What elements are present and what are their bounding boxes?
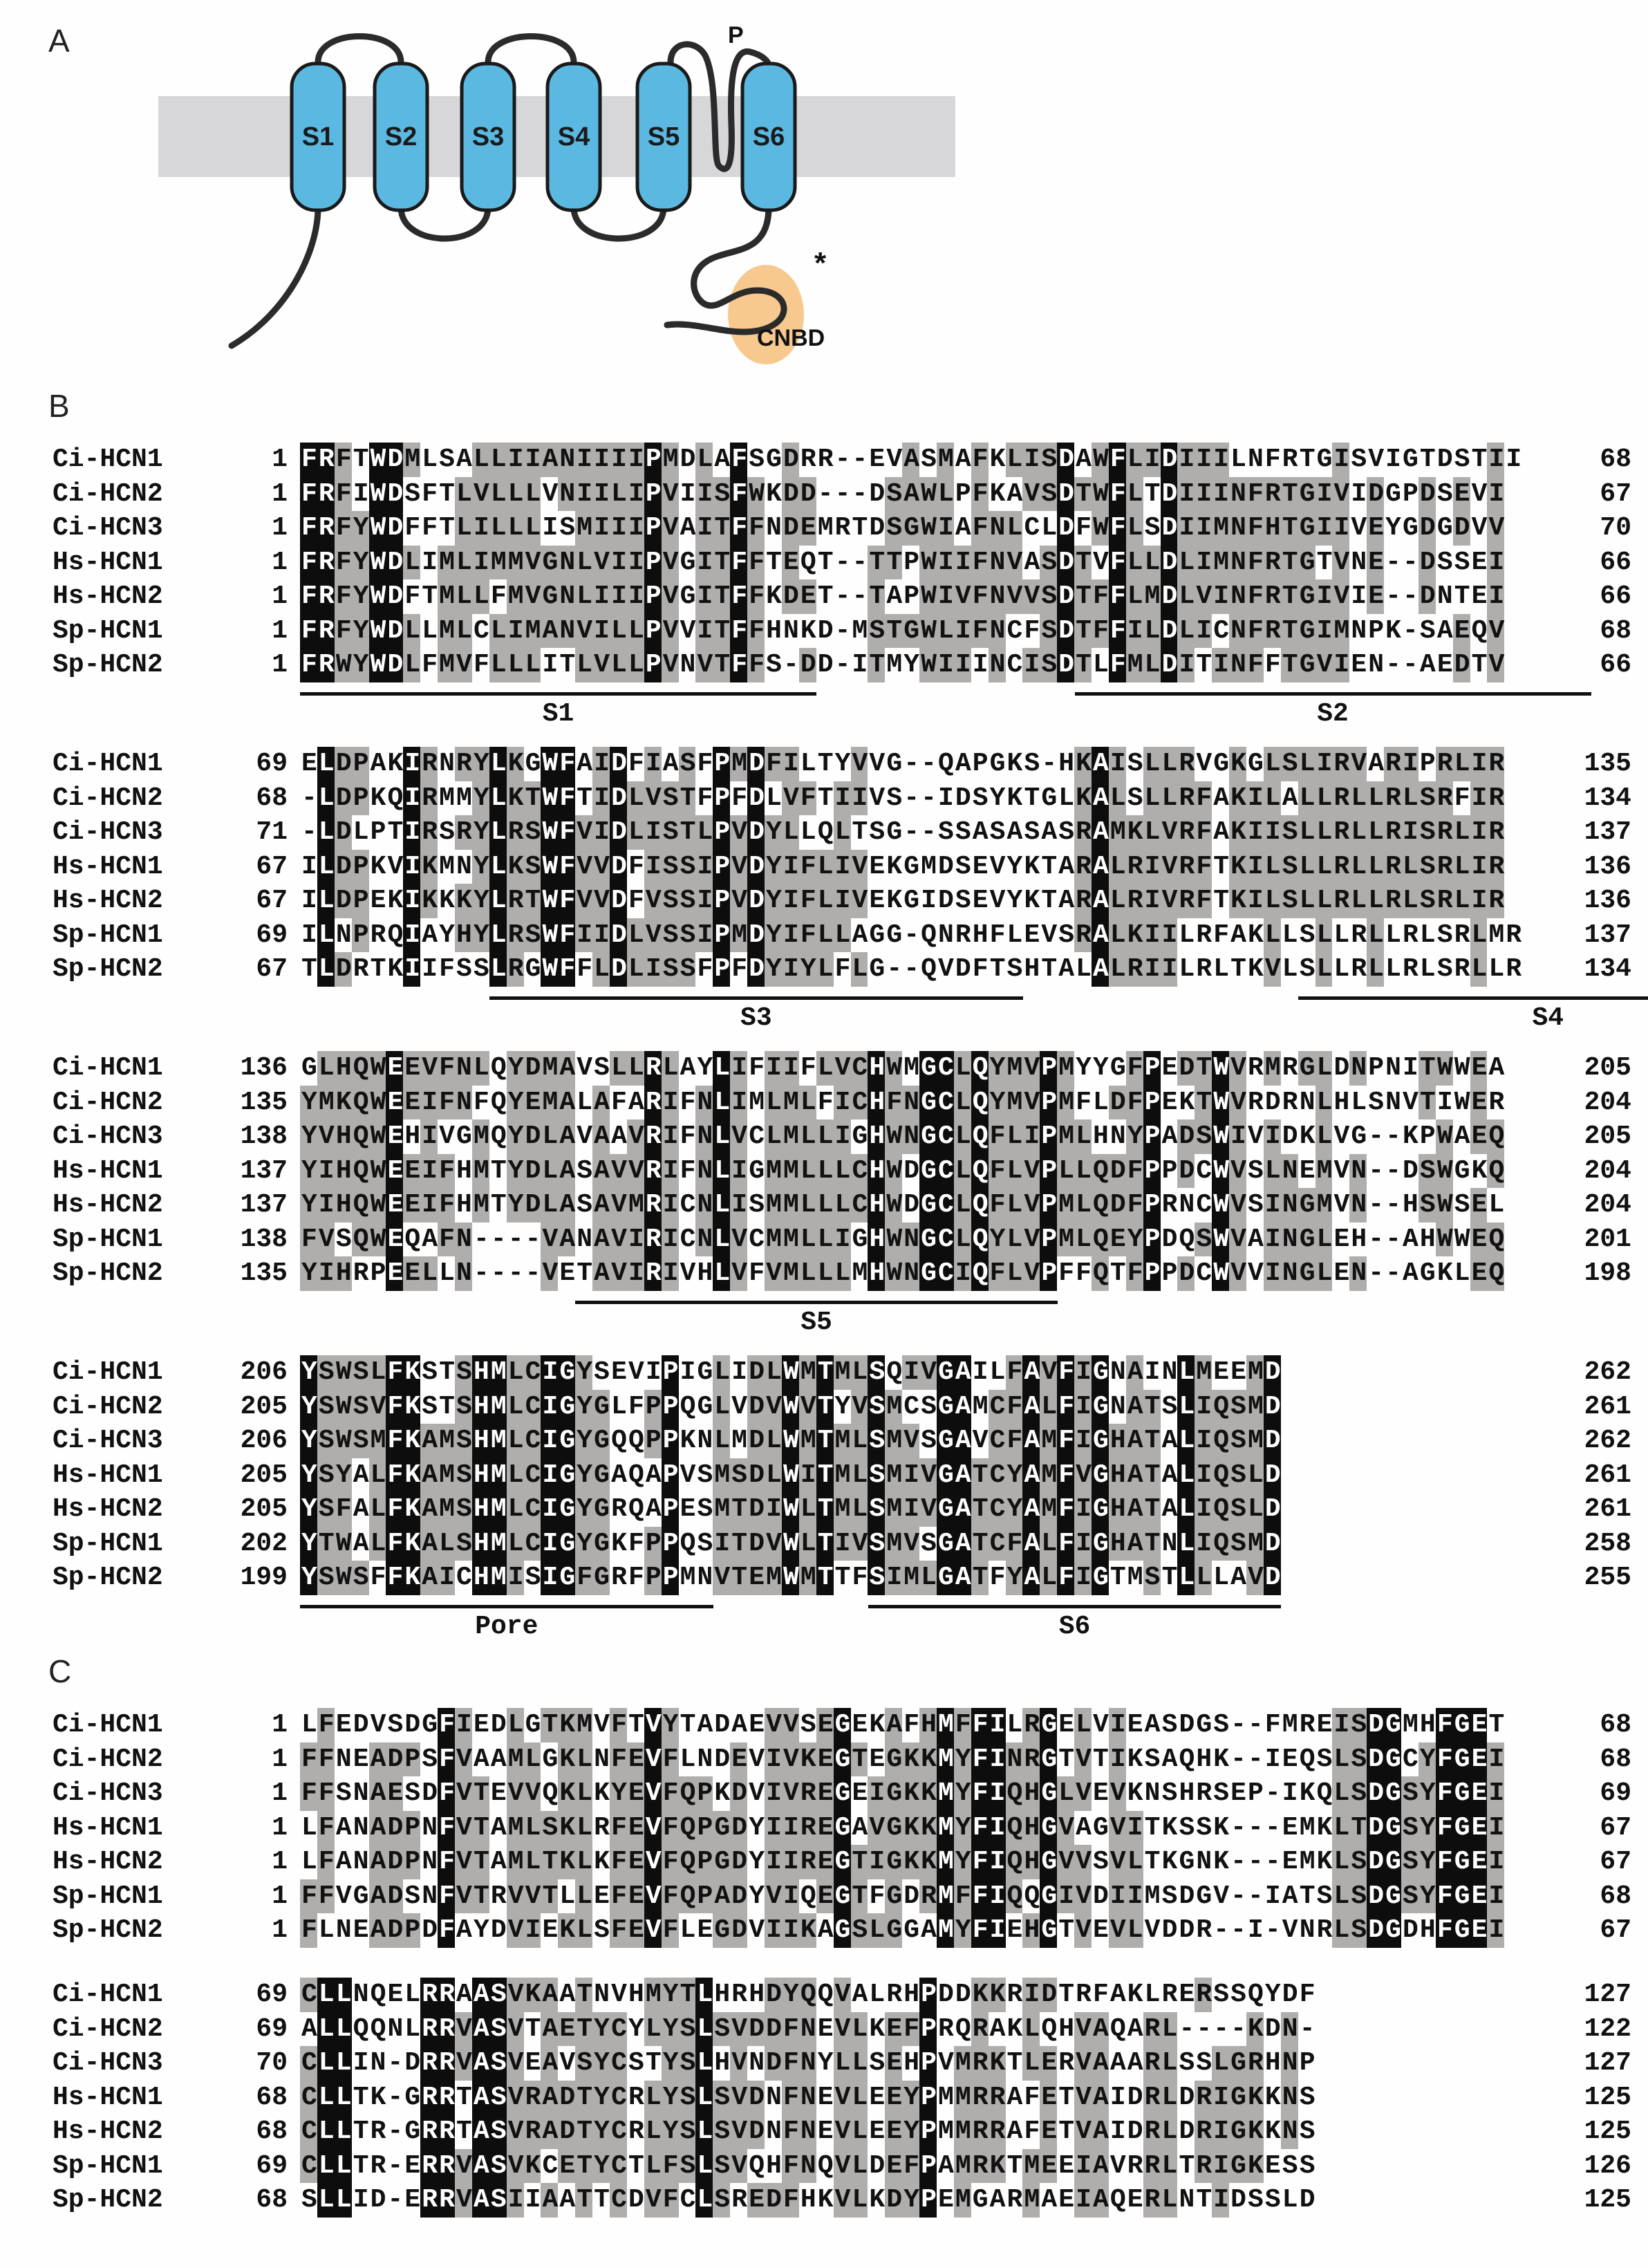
start-position: 1 — [272, 1812, 288, 1843]
start-position: 68 — [256, 2082, 288, 2112]
domain-underline — [1298, 996, 1648, 1000]
start-position: 137 — [240, 1155, 288, 1186]
sequence-name: Ci-HCN1 — [53, 445, 163, 474]
start-position: 1 — [272, 513, 288, 543]
sequence: C L L T K - G R R T A S V R A D T Y C R L Y S L S V D N F N E V L E E Y P M M R R A F E T V A I D R L D R I G K K N S — [300, 2081, 1315, 2115]
end-position: 67 — [1600, 478, 1631, 509]
sequence-name: Hs-HCN2 — [53, 1494, 163, 1524]
sequence: I L D P E K I K K K Y L R T W F V V D F V S S I P V D Y I F L I V E K G I D S E V Y K T A R A L R I V R F T K I L S L L R L L R L S R L I R — [300, 884, 1504, 918]
sequence-name: Ci-HCN1 — [53, 1710, 163, 1740]
sequence: F R F Y W D F F T L I L L L I S M I I I P V A I T F F N D E M R T D S G W I A F N L C L D F W F L S D I I M N F H T G I I V E Y G D G D V V — [300, 511, 1504, 546]
sequence-name: Ci-HCN2 — [53, 2014, 163, 2044]
sequence-name: Sp-HCN2 — [53, 1258, 163, 1288]
sequence-name: Ci-HCN2 — [53, 1087, 163, 1117]
end-position: 137 — [1584, 920, 1631, 950]
end-position: 205 — [1584, 1053, 1631, 1083]
sequence: Y S W S F F K A I C H M I S I G F G R F P P M N V T E M W M T T F S I M L G A T F Y A L F I G T M S T L L L A V D — [300, 1561, 1281, 1595]
start-position: 1 — [272, 1847, 288, 1877]
start-position: 138 — [240, 1122, 288, 1151]
end-position: 66 — [1600, 650, 1631, 680]
helix-label-s6: S6 — [752, 122, 785, 151]
sequence-name: Ci-HCN1 — [53, 1980, 163, 2009]
domain-underline — [1075, 692, 1591, 696]
sequence-name: Hs-HCN2 — [53, 1190, 163, 1220]
end-position: 68 — [1600, 615, 1631, 646]
start-position: 68 — [256, 783, 288, 813]
sequence-name: Ci-HCN1 — [53, 1357, 163, 1387]
domain-label: Pore — [475, 1611, 539, 1642]
start-position: 1 — [272, 1915, 288, 1945]
start-position: 1 — [272, 615, 288, 646]
start-position: 205 — [240, 1460, 288, 1490]
end-position: 136 — [1584, 886, 1631, 915]
sequence: Y T W A L F K A L S H M L C I G Y G K F P P Q S I T D V W L T I V S M V S G A T C F A L F I G H A T N L I Q S M D — [300, 1527, 1281, 1561]
end-position: 134 — [1584, 783, 1631, 813]
start-position: 67 — [256, 886, 288, 915]
end-position: 127 — [1584, 1980, 1631, 2009]
sequence-name: Sp-HCN2 — [53, 954, 163, 984]
sequence-name: Ci-HCN1 — [53, 1053, 163, 1083]
hcn-channel-topology-diagram — [0, 0, 968, 373]
start-position: 138 — [240, 1224, 288, 1254]
sequence-name: Ci-HCN2 — [53, 1744, 163, 1774]
sequence-name: Ci-HCN3 — [53, 1778, 163, 1808]
sequence: F F S N A E S D F V T E V V Q K L K Y E V F Q P K D V I V R E G E I G K K M Y F I Q H G L V E V K N S H R S E P - I K Q L S D G S Y F G E I — [300, 1776, 1504, 1811]
end-position: 204 — [1584, 1190, 1631, 1220]
end-position: 125 — [1584, 2082, 1631, 2112]
end-position: 68 — [1600, 1710, 1631, 1740]
start-position: 1 — [272, 1778, 288, 1808]
end-position: 68 — [1600, 1744, 1631, 1774]
loop-s4-s5 — [574, 207, 664, 239]
sequence: G L H Q W E E V F N L Q Y D M A V S L L R L A Y L I F I I F L V C H W M G C L Q Y M V P M Y Y G F P E D T W V R M R G L D N P N I T W W E A — [300, 1051, 1504, 1086]
sequence: C L L T R - E R R V A S V K C E T Y C T L F S L S V Q H F N Q V L D E F P A M R K T M E E I A V R R L T R I G K E S S — [300, 2149, 1315, 2184]
start-position: 1 — [272, 650, 288, 680]
start-position: 68 — [256, 2117, 288, 2146]
domain-underline — [300, 1605, 713, 1608]
loop-s2-s3 — [401, 207, 488, 239]
sequence-name: Sp-HCN1 — [53, 1528, 163, 1559]
domain-label: S5 — [800, 1307, 832, 1337]
start-position: 135 — [240, 1258, 288, 1288]
end-position: 261 — [1584, 1460, 1631, 1490]
sequence: F R F I W D S F T L V L L L V N I I L I P V I I S F W K D D - - - D S A W L P F K A V S D T W F L T D I I I N F R T G I V I D G P D S E V I — [300, 477, 1504, 512]
sequence: F V S Q W E Q A F N - - - - V A N A V I R I C N L V C M M L L I G H W N G C L Q Y L V P M L Q E Y P D Q S W V A I N G L E H - - A H W W E Q — [300, 1223, 1504, 1257]
domain-label: S4 — [1532, 1003, 1564, 1033]
sequence: E L D P A K I R N R Y L K G W F A I D F I A S F P M D F I L T Y V V G - - Q A P G K S - H K A I S L L R V G K G L S L I R V A R I P R L I R — [300, 747, 1504, 781]
start-position: 1 — [272, 1744, 288, 1774]
start-position: 1 — [272, 1710, 288, 1740]
end-position: 68 — [1600, 1881, 1631, 1911]
sequence-name: Ci-HCN3 — [53, 817, 163, 847]
helix-label-s2: S2 — [384, 122, 418, 151]
end-position: 201 — [1584, 1224, 1631, 1254]
end-position: 122 — [1584, 2014, 1631, 2044]
sequence: Y M K Q W E E I F N F Q Y E M A L A F A R I F N L I M L M L F I C H F N G C L Q Y M V P M F L D F P E K T W V R D R N L H L S N V T I W E R — [300, 1086, 1504, 1120]
sequence-name: Hs-HCN1 — [53, 1812, 163, 1843]
sequence: F R W Y W D L F M V F L L L I T L V L L P V N V T F F S - D D - I T M Y W I I I N C I S D T L F M L D I T I N F F T G V I E N - - A E D T V — [300, 648, 1504, 682]
sequence: C L L I N - D R R V A S V E A V S Y C S T Y S L H V N D F N Y L L S E H P V M R K T L E R V A A A R L S S L G R H N P — [300, 2046, 1315, 2081]
end-position: 205 — [1584, 1122, 1631, 1151]
domain-underline — [868, 1605, 1282, 1608]
end-position: 70 — [1600, 513, 1631, 543]
helix-label-s1: S1 — [301, 122, 335, 151]
sequence-name: Hs-HCN1 — [53, 2082, 163, 2112]
end-position: 135 — [1584, 749, 1631, 779]
end-position: 134 — [1584, 954, 1631, 984]
loop-s3-s4 — [488, 37, 574, 63]
end-position: 67 — [1600, 1847, 1631, 1877]
start-position: 68 — [256, 2185, 288, 2215]
start-position: 69 — [256, 1980, 288, 2009]
sequence: F R F Y W D L L M L C L I M A N V I L L P V V I T F F H N K D - M S T G W L I F N C F S D T F F I L D L I C N F R T G I M N P K - S A E Q V — [300, 614, 1504, 649]
start-position: 71 — [256, 817, 288, 847]
sequence-name: Hs-HCN1 — [53, 1460, 163, 1490]
panel-c-label: C — [48, 1653, 72, 1689]
start-position: 1 — [272, 1881, 288, 1911]
sequence-name: Ci-HCN3 — [53, 1122, 163, 1151]
domain-label: S1 — [542, 698, 574, 729]
end-position: 136 — [1584, 851, 1631, 882]
sequence-name: Hs-HCN2 — [53, 1847, 163, 1877]
sequence-name: Ci-HCN3 — [53, 2048, 163, 2078]
sequence: F L N E A D P D F A Y D V I E K L S F E V F L E G D V I I K A G S L G G A M Y F I E H G T V E V L V D D R - - I - V N R L S D G D H F G E I — [300, 1913, 1504, 1948]
sequence-name: Sp-HCN1 — [53, 1224, 163, 1254]
start-position: 1 — [272, 582, 288, 611]
sequence: A L L Q Q N L R R V A S V T A E T Y C Y L Y S L S V D D F N E V L K E F P R Q R A K L Q H V A Q A R L - - - - K D N - — [300, 2012, 1315, 2047]
panel-b-label: B — [48, 388, 70, 424]
end-position: 204 — [1584, 1087, 1631, 1117]
start-position: 206 — [240, 1426, 288, 1456]
sequence: Y S W S L F K S T S H M L C I G Y S E V I P I G L I D L W M T M L S Q I V G A I L F A V F I G N A I N L M E E M D — [300, 1355, 1281, 1390]
sequence: Y I H Q W E E I F H M T Y D L A S A V M R I C N L I S M M L L L C H W D G C L Q F L V P M L Q D F P R N C W V S I N G M V N - - H S W S E L — [300, 1188, 1504, 1223]
end-position: 125 — [1584, 2117, 1631, 2146]
start-position: 70 — [256, 2048, 288, 2078]
end-position: 66 — [1600, 547, 1631, 577]
sequence-name: Hs-HCN2 — [53, 582, 163, 611]
domain-label: S3 — [740, 1003, 772, 1033]
sequence: S L L I D - E R R V A S I I A A T T C D V F C L S R E D F H K V L K D Y P E M G A R M A E I A Q E R L N T I D S S L D — [300, 2183, 1315, 2218]
sequence-name: Ci-HCN3 — [53, 513, 163, 543]
sequence: T L D R T K I I F S S L R G W F F L D L I S S F P F D Y I Y L F L G - - Q V D F T S H T A L A L R I I L R L T K V L S L L R L L R L S R L L R — [300, 952, 1521, 987]
start-position: 205 — [240, 1391, 288, 1422]
sequence: F F V G A D S N F V T R V V T L L E F E V F Q P A D Y V I Q E G T F G D R M F F I Q Q G I V D I I M S D G V - - I A T S L S D G S Y F G E I — [300, 1879, 1504, 1914]
start-position: 1 — [272, 547, 288, 577]
sequence: Y I H Q W E E I F H M T Y D L A S A V V R I F N L I G M M L L L C H W D G C L Q F L V P L L Q D F P P D C W V S L N E M V N - - D S W G K Q — [300, 1154, 1504, 1189]
sequence-name: Hs-HCN2 — [53, 2117, 163, 2146]
end-position: 68 — [1600, 445, 1631, 474]
sequence: Y V H Q W E H I V G M Q Y D L A V A A V R I F N L V C L M L L I G H W N G C L Q F L I P M L H N Y P A D S W I V I D K L V G - - K P W A E Q — [300, 1119, 1504, 1154]
sequence: Y S F A L F K A M S H M L C I G Y G R Q A P E S M T D I W L T M L S M I V G A T C Y A M F I G H A T A L I Q S L D — [300, 1492, 1281, 1527]
end-position: 261 — [1584, 1391, 1631, 1422]
end-position: 67 — [1600, 1915, 1631, 1945]
domain-underline — [575, 1301, 1057, 1304]
start-position: 67 — [256, 851, 288, 882]
sequence: I L D P K V I K M N Y L K S W F V V D F I S S I P V D Y I F L I V E K G M D S E V Y K T A R A L R I V R F T K I L S L L R L L R L S R L I R — [300, 850, 1504, 884]
sequence: F R F Y W D L I M L I M M V G N L V I I P V G I T F F T E Q T - - T T P W I I F N V A S D T V F L L D L I M N F R T G T V N E - - D S S E I — [300, 546, 1504, 580]
start-position: 69 — [256, 2014, 288, 2044]
asterisk-marker: * — [814, 246, 827, 280]
start-position: 69 — [256, 749, 288, 779]
end-position: 137 — [1584, 817, 1631, 847]
sequence: C L L N Q E L R R A A S V K A A T N V H M Y T L H R H D Y Q Q V A L R H P D D K K R I D T R F A K L R E R S S Q Y D F — [300, 1978, 1315, 2012]
start-position: 137 — [240, 1190, 288, 1220]
loop-s1-s2 — [318, 37, 401, 63]
end-position: 204 — [1584, 1155, 1631, 1186]
sequence: F R F T W D M L S A L L I I A N I I I I P M D L A F S G D R R - - E V A S M A F K L I S D A W F L I D I I I L N F R T G I S V I G T D S T I I — [300, 443, 1521, 477]
panel-a-label: A — [48, 23, 70, 59]
sequence: - L D L P T I R S R Y L R S W F V I D L I S T L P V D Y L L Q L T S G - - S S A S A S A S R A M K L V R F A K I I S L L R L L R I S R L I R — [300, 815, 1504, 850]
sequence-name: Hs-HCN2 — [53, 886, 163, 915]
end-position: 126 — [1584, 2150, 1631, 2181]
start-position: 69 — [256, 920, 288, 950]
sequence: - L D P K Q I R M M Y L K T W F T I D L V S T F P F D L V F T I I V S - - I D S Y K T G L K A L S L L R F A K I L A L L R L L R L S R F I R — [300, 781, 1504, 816]
sequence-name: Ci-HCN1 — [53, 749, 163, 779]
end-position: 66 — [1600, 582, 1631, 611]
domain-underline — [489, 996, 1023, 1000]
helix-label-s3: S3 — [471, 122, 505, 151]
sequence: Y I H R P E E L L N - - - - V E T A V I R I V H L V F V M L L L M H W N G C I Q F L V P F F Q T F P P D C W V V I N G L E N - - A G K L E Q — [300, 1256, 1504, 1291]
end-position: 261 — [1584, 1494, 1631, 1524]
end-position: 67 — [1600, 1812, 1631, 1843]
sequence: L F A N A D P N F V T A M L T K L K F E V F Q P G D Y I I R E G T I G K K M Y F I Q H G V V S V L T K G N K - - - E M K L S D G S Y F G E I — [300, 1845, 1504, 1879]
helix-label-s4: S4 — [557, 122, 590, 151]
sequence: F R F Y W D F T M L L F M V G N L I I I P V G I T F F K D E T - - T A P W I V F N V V S D T F F L M D L V I N F R T G I V I E - - D N T E I — [300, 579, 1504, 614]
sequence-name: Sp-HCN2 — [53, 1915, 163, 1945]
sequence-name: Sp-HCN2 — [53, 1563, 163, 1592]
start-position: 67 — [256, 954, 288, 984]
start-position: 69 — [256, 2150, 288, 2181]
sequence: L F A N A D P N F V T A M L S K L R F E V F Q P G D Y I I R E G A V G K K M Y F I Q H G V A G V I T K S S K - - - E M K L T D G S Y F G E I — [300, 1811, 1504, 1846]
start-position: 1 — [272, 478, 288, 509]
sequence-name: Ci-HCN2 — [53, 1391, 163, 1422]
end-position: 255 — [1584, 1563, 1631, 1592]
start-position: 206 — [240, 1357, 288, 1387]
sequence-name: Ci-HCN2 — [53, 783, 163, 813]
end-position: 125 — [1584, 2185, 1631, 2215]
start-position: 135 — [240, 1087, 288, 1117]
start-position: 136 — [240, 1053, 288, 1083]
end-position: 69 — [1600, 1778, 1631, 1808]
domain-label: S6 — [1058, 1611, 1091, 1642]
start-position: 1 — [272, 445, 288, 474]
start-position: 202 — [240, 1528, 288, 1559]
sequence-name: Hs-HCN1 — [53, 1155, 163, 1186]
sequence-name: Sp-HCN1 — [53, 615, 163, 646]
end-position: 262 — [1584, 1426, 1631, 1456]
sequence: Y S Y A L F K A M S H M L C I G Y G A Q A P V S M S D L W I T M L S M I V G A T C Y A M F V G H A T A L I Q S L D — [300, 1458, 1281, 1493]
end-position: 198 — [1584, 1258, 1631, 1288]
sequence: L F E D V S D G F I E D L G T K M V F T V Y T A D A E V V S E G E K A F H M F F I L R G E L V I E A S D G S - - F M R E I S D G M H F G E T — [300, 1708, 1504, 1742]
sequence-name: Sp-HCN2 — [53, 2185, 163, 2215]
end-position: 262 — [1584, 1357, 1631, 1387]
cnbd-label: CNBD — [757, 325, 825, 351]
sequence: Y S W S V F K S T S H M L C I G Y G L F P P Q G L V D V W V T Y V S M C S G A M C F A L F I G N A T S L I Q S M D — [300, 1390, 1281, 1424]
pore-label: P — [728, 22, 744, 48]
sequence-name: Sp-HCN1 — [53, 920, 163, 950]
sequence-name: Ci-HCN3 — [53, 1426, 163, 1456]
sequence-name: Ci-HCN2 — [53, 478, 163, 509]
end-position: 258 — [1584, 1528, 1631, 1559]
sequence: Y S W S M F K A M S H M L C I G Y G Q Q P P K N L M D L W M T M L S M V S G A V C F A M F I G H A T A L I Q S M D — [300, 1424, 1281, 1458]
sequence-name: Hs-HCN1 — [53, 547, 163, 577]
start-position: 205 — [240, 1494, 288, 1524]
sequence-name: Hs-HCN1 — [53, 851, 163, 882]
sequence-name: Sp-HCN2 — [53, 650, 163, 680]
start-position: 199 — [240, 1563, 288, 1592]
helix-label-s5: S5 — [647, 122, 680, 151]
sequence: I L N P R Q I A Y H Y L R S W F I I D L V S S I P M D Y I F L L A G G - Q N R H F L E V S R A L K I I L R F A K L L S L L R L L R L S R L M R — [300, 918, 1521, 953]
sequence: C L L T R - G R R T A S V R A D T Y C R L Y S L S V D N F N E V L E E Y P M M R R A F E T V A I D R L D R I G K K N S — [300, 2114, 1315, 2149]
domain-label: S2 — [1317, 698, 1349, 729]
end-position: 127 — [1584, 2048, 1631, 2078]
n-terminus — [232, 207, 318, 346]
sequence-name: Sp-HCN1 — [53, 1881, 163, 1911]
sequence: F F N E A D P S F V A A M L G K L N F E V F L N D E V I V K E G T E G K K M Y F I N R G T V T I K S A Q H K - - I E Q S L S D G C Y F G E I — [300, 1742, 1504, 1777]
sequence-name: Sp-HCN1 — [53, 2150, 163, 2181]
domain-underline — [300, 692, 816, 696]
